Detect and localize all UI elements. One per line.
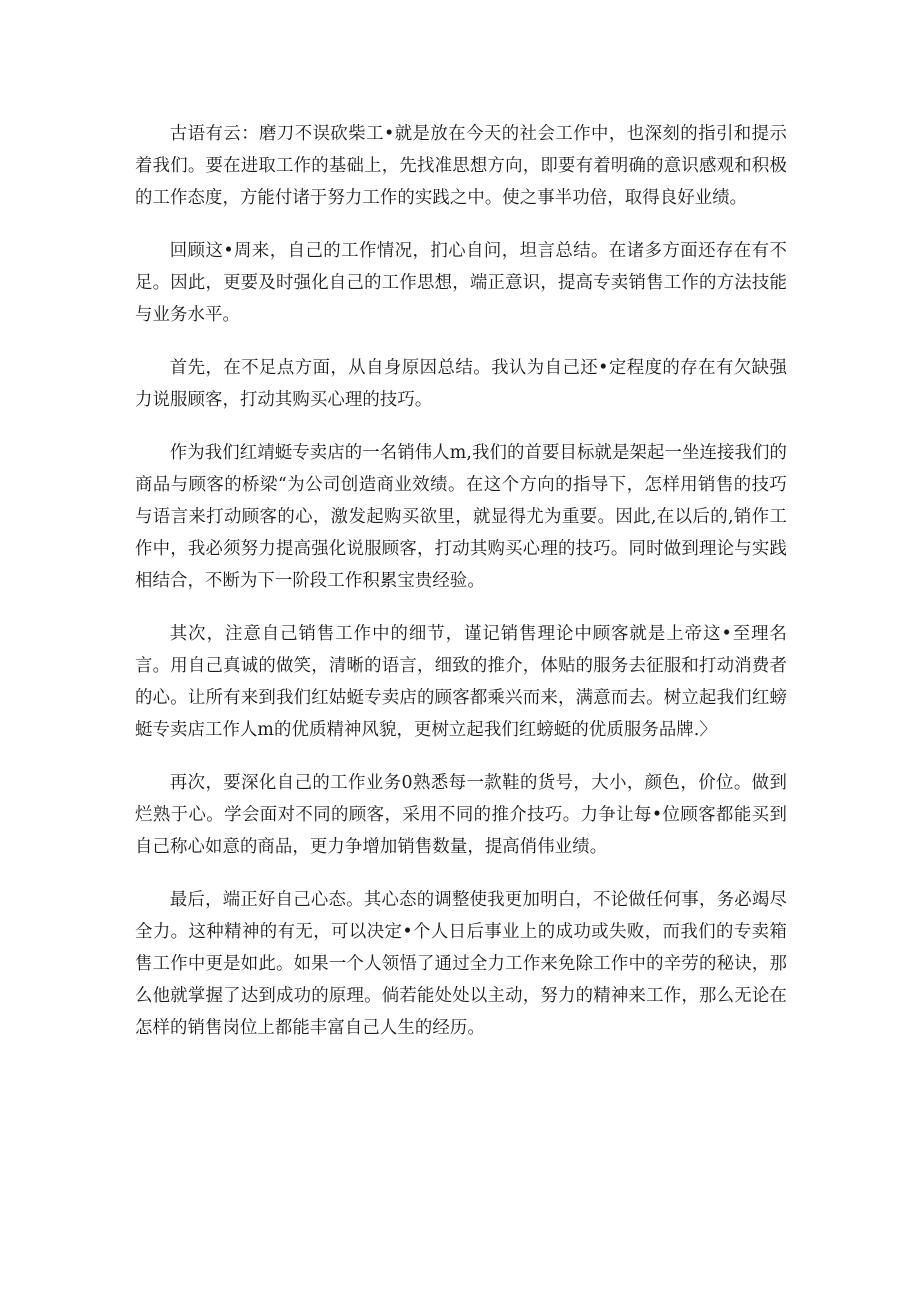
- paragraph-1: 古语有云：磨刀不误砍柴工•就是放在今天的社会工作中，也深刻的指引和提示着我们。要在进取工作的基础上，先找准思想方向，即要有着明确的意识感观和积极的工作态度，方能付诸于努力工作的实践之中。使之事半功倍，取得良好业绩。: [135, 124, 787, 208]
- paragraph-4: 作为我们红靖蜓专卖店的一名销伟人m,我们的首要目标就是架起一坐连接我们的商品与顾客的桥梁“为公司创造商业效绩。在这个方向的指导下，怎样用销售的技巧与语言来打动顾客的心，激发起购买欲里，就显得尤为重要。因此,在以后的,销作工作中，我必须努力提高强化说服顾客，打动其购买心理的技巧。同时做到理论与实践相结合，不断为下一阶段工作积累宝贵经验。: [135, 443, 787, 591]
- paragraph-7: 最后，端正好自己心态。其心态的调整使我更加明白，不论做任何事，务必竭尽全力。这种精神的有无，可以决定•个人日后事业上的成功或失败，而我们的专卖箱售工作中更是如此。如果一个人领悟了通过全力工作来免除工作中的辛劳的秘诀，那么他就掌握了达到成功的原理。倘若能处处以主动，努力的精神来工作，那么无论在怎样的销售岗位上都能丰富自己人生的经历。: [135, 890, 787, 1038]
- document-page: [135, 118, 787, 1065]
- paragraph-5: 其次，注意自己销售工作中的细节，谨记销售理论中顾客就是上帝这•至理名言。用自己真诚的做笑，清晰的语言，细致的推介，体贴的服务去征服和打动消费者的心。让所有来到我们红姑蜓专卖店的顾客都乘兴而来，满意而去。树立起我们红螃蜓专卖店工作人m的优质精神风貌，更树立起我们红螃蜓的优质服务品牌.〉: [135, 624, 787, 740]
- paragraph-6: 再次，要深化自己的工作业务0熟悉每一款鞋的货号，大小，颜色，价位。做到烂熟于心。学会面对不同的顾客，采用不同的推介技巧。力争让每•位顾客都能买到自己称心如意的商品，更力争增加销售数量，提高俏伟业绩。: [135, 773, 787, 857]
- paragraph-2: 回顾这•周来，自己的工作情况，扪心自问，坦言总结。在诸多方面还存在有不足。因此，更要及时强化自己的工作思想，端正意识，提高专卖销售工作的方法技能与业务水平。: [135, 241, 787, 325]
- paragraph-3: 首先，在不足点方面，从自身原因总结。我认为自己还•定程度的存在有欠缺强力说服顾客，打动其购买心理的技巧。: [135, 358, 787, 410]
